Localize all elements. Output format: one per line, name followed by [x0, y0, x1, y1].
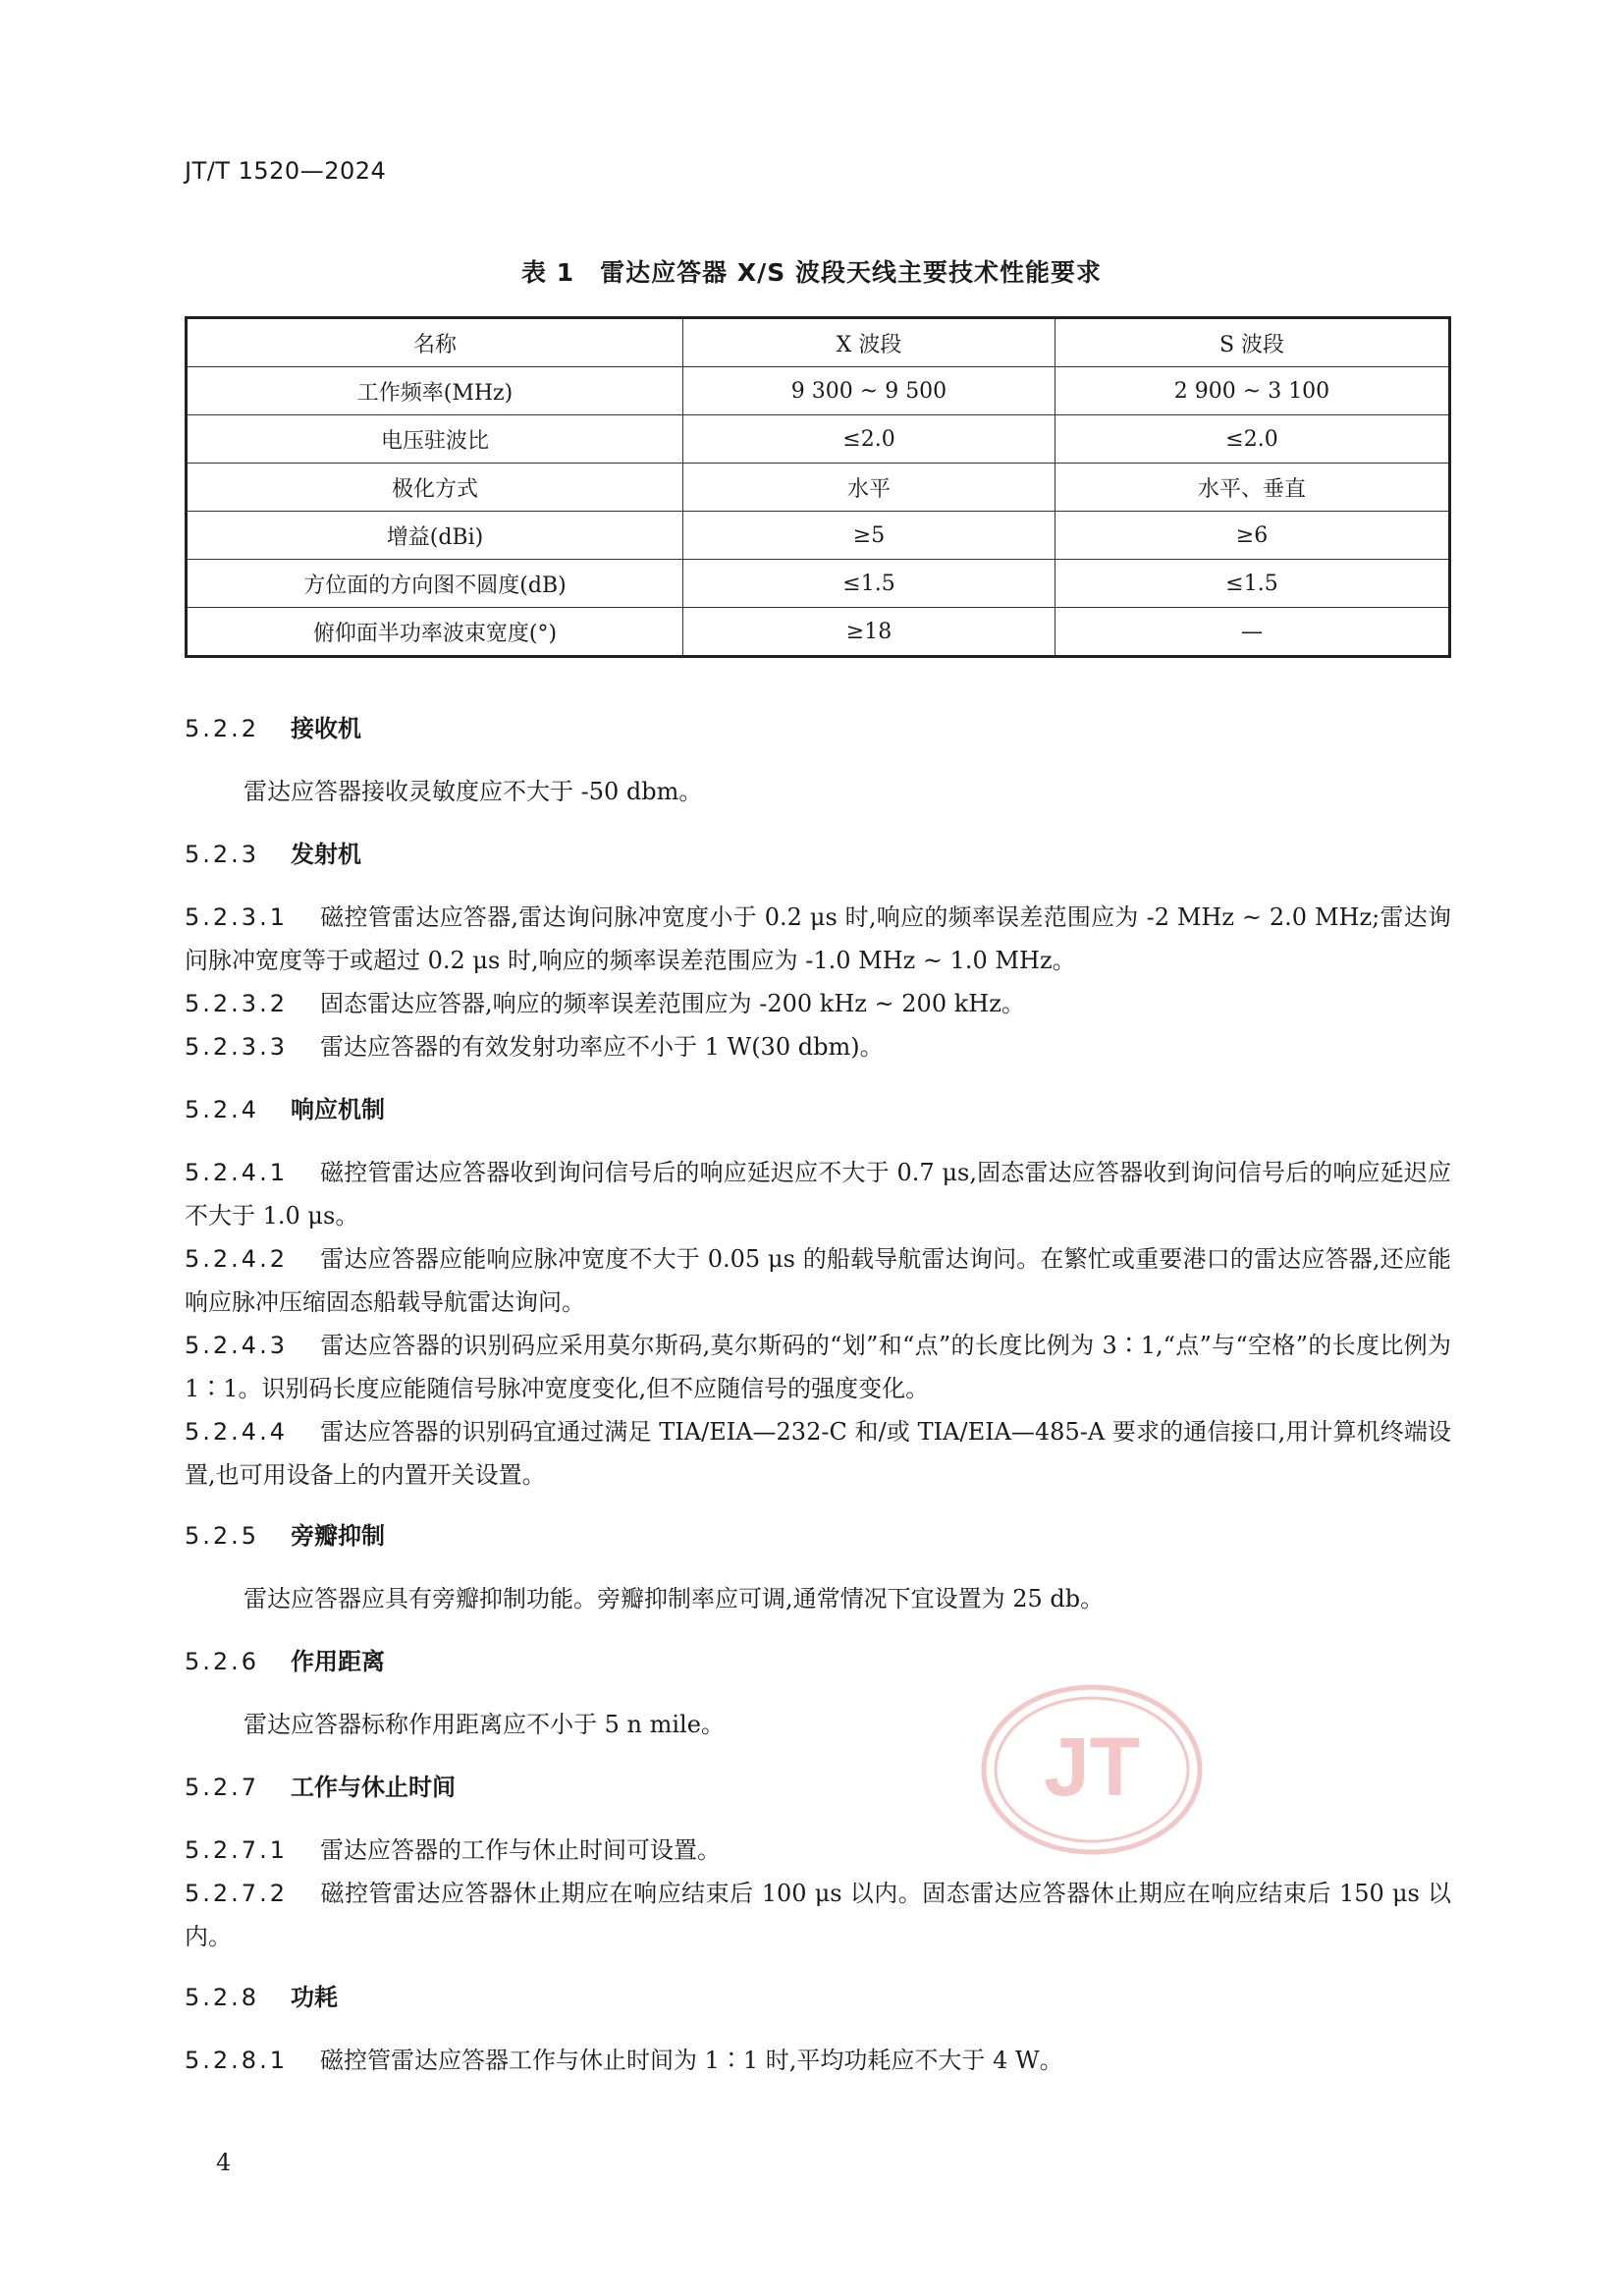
table-cell: ≤1.5	[1055, 560, 1450, 608]
table-cell: 方位面的方向图不圆度(dB)	[187, 560, 683, 608]
clause-number: 5.2.3.1	[185, 903, 288, 931]
section-title: 响应机制	[291, 1096, 385, 1123]
table-cell: ≥6	[1055, 512, 1450, 560]
table-row	[187, 464, 1450, 512]
table-row	[187, 415, 1450, 464]
section-heading-5-2-6	[185, 1642, 385, 1676]
section-number: 5.2.2	[185, 715, 260, 742]
clause-number: 5.2.4.2	[185, 1245, 288, 1273]
table-caption: 表 1 雷达应答器 X/S 波段天线主要技术性能要求	[521, 258, 1102, 287]
table-cell: 俯仰面半功率波束宽度(°)	[187, 608, 683, 657]
standard-code: JT/T 1520—2024	[185, 157, 387, 185]
table-cell: —	[1055, 608, 1450, 657]
section-number: 5.2.8	[185, 1984, 260, 2011]
clause-5-2-3-2	[185, 982, 1451, 1025]
section-title: 旁瓣抑制	[291, 1522, 385, 1550]
table-cell: 水平	[683, 464, 1055, 512]
section-heading-5-2-2	[185, 709, 361, 743]
section-title: 接收机	[291, 715, 361, 742]
section-heading-5-2-7	[185, 1768, 456, 1802]
clause-number: 5.2.3.2	[185, 990, 288, 1017]
section-heading-5-2-4	[185, 1090, 385, 1124]
section-heading-5-2-5	[185, 1516, 385, 1551]
clause-text: 雷达应答器应能响应脉冲宽度不大于 0.05 μs 的船载导航雷达询问。在繁忙或重要港口的雷达应答器,还应能响应脉冲压缩固态船载导航雷达询问。	[185, 1245, 1451, 1316]
clause-5-2-8-1	[185, 2039, 1451, 2082]
clause-5-2-4-1	[185, 1151, 1451, 1237]
clause-5-2-3-3	[185, 1025, 1451, 1068]
section-number: 5.2.5	[185, 1522, 260, 1550]
table-row	[187, 512, 1450, 560]
clause-5-2-7-1	[185, 1829, 1451, 1872]
table-row	[187, 560, 1450, 608]
table-cell: 水平、垂直	[1055, 464, 1450, 512]
header-cell: X 波段	[683, 318, 1055, 367]
table-row	[187, 367, 1450, 415]
clause-number: 5.2.8.1	[185, 2047, 288, 2074]
table-cell: 2 900 ~ 3 100	[1055, 367, 1450, 415]
clause-5-2-7-2	[185, 1872, 1451, 1958]
clause-text: 磁控管雷达应答器收到询问信号后的响应延迟应不大于 0.7 μs,固态雷达应答器收到询问信号后的响应延迟应不大于 1.0 μs。	[185, 1159, 1451, 1230]
paragraph: 雷达应答器应具有旁瓣抑制功能。旁瓣抑制率应可调,通常情况下宜设置为 25 db。	[243, 1585, 1105, 1613]
section-number: 5.2.4	[185, 1096, 260, 1123]
clause-number: 5.2.4.4	[185, 1418, 288, 1446]
section-title: 作用距离	[291, 1648, 385, 1675]
table-cell: 9 300 ~ 9 500	[683, 367, 1055, 415]
table-cell: 工作频率(MHz)	[187, 367, 683, 415]
clause-text: 固态雷达应答器,响应的频率误差范围应为 -200 kHz ~ 200 kHz。	[320, 990, 1025, 1017]
clause-number: 5.2.4.3	[185, 1332, 288, 1359]
header-cell: 名称	[187, 318, 683, 367]
clause-text: 雷达应答器的有效发射功率应不小于 1 W(30 dbm)。	[320, 1033, 884, 1061]
section-title: 工作与休止时间	[291, 1774, 456, 1801]
clause-number: 5.2.3.3	[185, 1033, 288, 1061]
table-cell: ≥18	[683, 608, 1055, 657]
clause-text: 磁控管雷达应答器休止期应在响应结束后 100 μs 以内。固态雷达应答器休止期应在响应结束后 150 μs 以内。	[185, 1880, 1451, 1950]
section-number: 5.2.6	[185, 1648, 260, 1675]
clause-number: 5.2.4.1	[185, 1159, 288, 1186]
jt-watermark-seal	[978, 1681, 1206, 1858]
table-header-row	[187, 318, 1450, 367]
table-cell: ≤1.5	[683, 560, 1055, 608]
clause-text: 雷达应答器的识别码应采用莫尔斯码,莫尔斯码的“划”和“点”的长度比例为 3∶1,“点”与“空格”的长度比例为 1∶1。识别码长度应能随信号脉冲宽度变化,但不应随信号的强度变化。	[185, 1332, 1451, 1402]
clause-number: 5.2.7.1	[185, 1836, 288, 1864]
section-heading-5-2-8	[185, 1978, 338, 2012]
header-cell: S 波段	[1055, 318, 1450, 367]
table-cell: ≤2.0	[1055, 415, 1450, 464]
table-cell: 电压驻波比	[187, 415, 683, 464]
table-row	[187, 608, 1450, 657]
clause-text: 磁控管雷达应答器工作与休止时间为 1∶1 时,平均功耗应不大于 4 W。	[320, 2047, 1063, 2074]
clause-number: 5.2.7.2	[185, 1880, 288, 1907]
section-number: 5.2.7	[185, 1774, 260, 1801]
paragraph: 雷达应答器接收灵敏度应不大于 -50 dbm。	[243, 778, 703, 805]
paragraph: 雷达应答器标称作用距离应不小于 5 n mile。	[243, 1711, 725, 1738]
section-heading-5-2-3	[185, 835, 361, 869]
seal-lettering: JT	[1043, 1721, 1141, 1813]
clause-text: 雷达应答器的工作与休止时间可设置。	[320, 1836, 721, 1864]
table-cell: 极化方式	[187, 464, 683, 512]
clause-text: 雷达应答器的识别码宜通过满足 TIA/EIA—232-C 和/或 TIA/EIA—485-A 要求的通信接口,用计算机终端设置,也可用设备上的内置开关设置。	[185, 1418, 1451, 1489]
clause-text: 磁控管雷达应答器,雷达询问脉冲宽度小于 0.2 μs 时,响应的频率误差范围应为 -2 MHz ~ 2.0 MHz;雷达询问脉冲宽度等于或超过 0.2 μs 时,响应的频率误差范围应为 -1.0 MHz ~ 1.0 MHz。	[185, 903, 1451, 974]
clause-5-2-4-4	[185, 1410, 1451, 1497]
section-number: 5.2.3	[185, 841, 260, 868]
table-cell: ≤2.0	[683, 415, 1055, 464]
clause-5-2-3-1	[185, 896, 1451, 982]
section-title: 发射机	[291, 841, 361, 868]
page-number: 4	[216, 2149, 232, 2176]
section-title: 功耗	[291, 1984, 338, 2011]
clause-5-2-4-3	[185, 1324, 1451, 1410]
table-cell: ≥5	[683, 512, 1055, 560]
table-cell: 增益(dBi)	[187, 512, 683, 560]
antenna-spec-table	[185, 316, 1451, 658]
clause-5-2-4-2	[185, 1237, 1451, 1324]
